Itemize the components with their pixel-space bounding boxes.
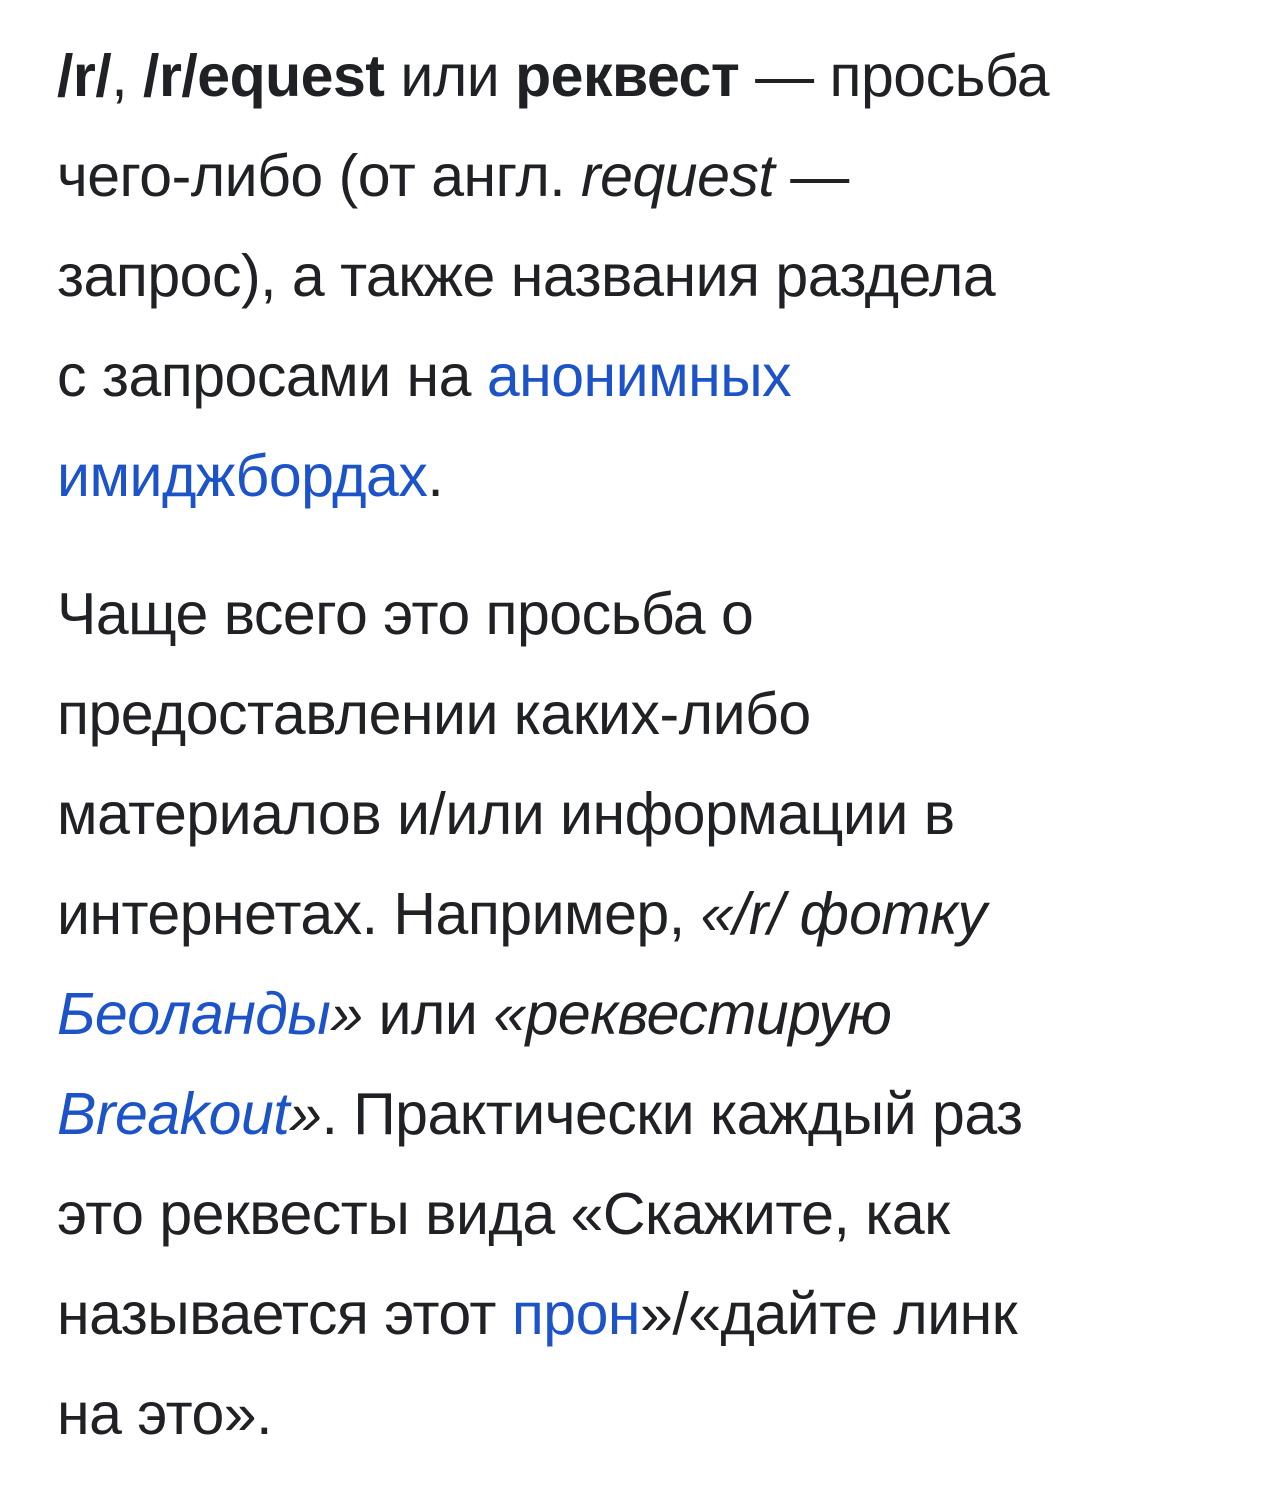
text-run: запрос), а также названия раздела bbox=[57, 243, 996, 309]
text-run: » bbox=[289, 1081, 322, 1147]
link-anonymous-imageboards[interactable]: анонимных bbox=[486, 343, 792, 409]
text-run: материалов и/или информации в bbox=[57, 781, 955, 847]
text-run: » bbox=[330, 981, 363, 1047]
text-run: — bbox=[774, 143, 849, 209]
text-run: на это». bbox=[57, 1381, 272, 1447]
text-run: request bbox=[581, 143, 775, 209]
text-line bbox=[57, 964, 1234, 1064]
paragraph bbox=[57, 564, 1234, 1464]
text-run: предоставлении каких-либо bbox=[57, 681, 811, 747]
text-run: с запросами на bbox=[57, 343, 487, 409]
text-line bbox=[57, 1064, 1234, 1164]
text-run: . Практически каждый раз bbox=[321, 1081, 1023, 1147]
text-line bbox=[57, 1264, 1234, 1364]
link-beolanda[interactable]: Беоланды bbox=[57, 981, 331, 1047]
link-pron[interactable]: прон bbox=[511, 1281, 641, 1347]
text-run: интернетах. Например, bbox=[57, 881, 701, 947]
link-anonymous-imageboards[interactable]: имиджбордах bbox=[57, 443, 428, 509]
text-run: »/«дайте линк bbox=[640, 1281, 1018, 1347]
text-run: «реквестирую bbox=[493, 981, 892, 1047]
text-run: это реквесты вида «Скажите, как bbox=[57, 1181, 950, 1247]
text-run: . bbox=[427, 443, 444, 509]
paragraph bbox=[57, 26, 1234, 526]
text-run: чего-либо (от англ. bbox=[57, 143, 582, 209]
text-line bbox=[57, 326, 1234, 426]
text-run: — просьба bbox=[739, 43, 1050, 109]
text-run: /r/ bbox=[57, 43, 112, 109]
text-run: «/r/ фотку bbox=[700, 881, 987, 947]
text-line bbox=[57, 664, 1234, 764]
text-run: или bbox=[384, 43, 516, 109]
text-run: , bbox=[111, 43, 144, 109]
text-run: называется этот bbox=[57, 1281, 512, 1347]
text-line bbox=[57, 226, 1234, 326]
text-line bbox=[57, 764, 1234, 864]
text-line bbox=[57, 1364, 1234, 1464]
text-line bbox=[57, 426, 1234, 526]
text-line bbox=[57, 26, 1234, 126]
text-run: /r/equest bbox=[143, 43, 385, 109]
text-line bbox=[57, 564, 1234, 664]
text-run: или bbox=[362, 981, 494, 1047]
text-run: реквест bbox=[515, 43, 740, 109]
text-line bbox=[57, 1164, 1234, 1264]
text-run: Чаще всего это просьба о bbox=[57, 581, 754, 647]
link-breakout[interactable]: Breakout bbox=[57, 1081, 290, 1147]
text-line bbox=[57, 126, 1234, 226]
text-line bbox=[57, 864, 1234, 964]
